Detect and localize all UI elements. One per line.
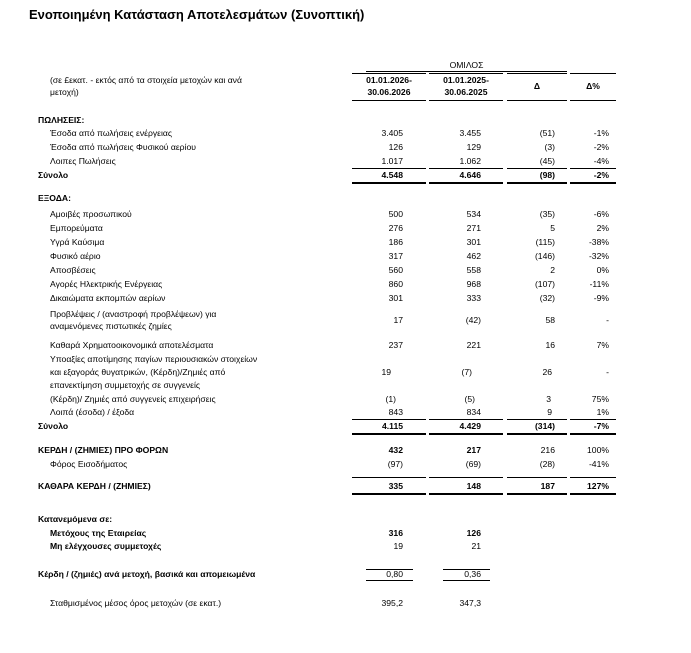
expense-row-delta-pct: -9% (593, 293, 609, 303)
sales-row-delta-pct: -4% (593, 156, 609, 166)
expenses-total-rule (570, 433, 616, 435)
shares-label: Σταθμισμένος μέσος όρος μετοχών (σε εκατ.) (50, 598, 222, 608)
net-v1: 335 (388, 481, 403, 491)
expenses-subtotal-rule (570, 419, 616, 420)
net-top-rule (352, 477, 426, 478)
expense-row-v2: 968 (466, 279, 481, 289)
other-v1: 843 (388, 407, 403, 417)
unit-note-line2: μετοχή) (50, 87, 79, 97)
sales-total-rule (352, 182, 426, 184)
expenses-subtotal-rule (507, 419, 567, 420)
expense-row-v1: 560 (388, 265, 403, 275)
nci-label: Μη ελέγχουσες συμμετοχές (50, 541, 162, 551)
expense-row-label: Αγορές Ηλεκτρικής Ενέργειας (50, 279, 163, 289)
pretax-delta: 216 (540, 445, 555, 455)
other-v2: 834 (466, 407, 481, 417)
expense-row-label: Εμπορεύματα (50, 223, 103, 233)
sales-row-delta: (45) (539, 156, 555, 166)
impairment-label-line2: και εξαγοράς θυγατρικών, (Κέρδη)/Ζημιές από (50, 367, 226, 377)
sales-row-delta-pct: -2% (593, 142, 609, 152)
financial-delta-pct: 7% (596, 340, 609, 350)
col2-header-line1: 01.01.2025- (443, 75, 489, 85)
net-delta-pct: 127% (587, 481, 609, 491)
expense-row-delta: (146) (534, 251, 555, 261)
expense-row-v2: 333 (466, 293, 481, 303)
page-title: Ενοποιημένη Κατάσταση Αποτελεσμάτων (Συνοπτική) (29, 7, 365, 22)
sales-subtotal-rule (429, 168, 503, 169)
tax-v2: (69) (465, 459, 481, 469)
eps-v1: 0,80 (386, 569, 403, 579)
expense-row-v2: 558 (466, 265, 481, 275)
expense-row-v1: 276 (388, 223, 403, 233)
expense-row-delta-pct: 0% (596, 265, 609, 275)
associates-v1: (1) (385, 394, 396, 404)
other-delta-pct: 1% (596, 407, 609, 417)
sales-row-v1: 126 (388, 142, 403, 152)
col3-header: Δ (533, 81, 541, 91)
owners-label: Μετόχους της Εταιρείας (50, 528, 147, 538)
sales-subtotal-rule (570, 168, 616, 169)
expenses-heading: ΕΞΟΔΑ: (38, 193, 71, 203)
sales-total-v2: 4.646 (459, 170, 481, 180)
expense-row-v2: 301 (466, 237, 481, 247)
net-delta: 187 (540, 481, 555, 491)
sales-row-label: Έσοδα από πωλήσεις Φυσικού αερίου (50, 142, 196, 152)
col2-top-rule (429, 73, 503, 74)
provisions-label-line1: Προβλέψεις / (αναστροφή προβλέψεων) για (50, 309, 217, 319)
sales-total-rule (429, 182, 503, 184)
expense-row-delta: (35) (539, 209, 555, 219)
expenses-total-delta: (314) (534, 421, 555, 431)
expenses-total-rule (429, 433, 503, 435)
impairment-delta: 26 (542, 367, 552, 377)
col4-top-rule (570, 73, 616, 74)
impairment-label-line3: επανεκτίμηση συμμετοχής σε συγγενείς (50, 380, 201, 390)
associates-v2: (5) (464, 394, 475, 404)
impairment-delta-pct: - (606, 367, 609, 377)
expense-row-delta-pct: -38% (588, 237, 609, 247)
expense-row-v2: 271 (466, 223, 481, 233)
pretax-delta-pct: 100% (587, 445, 609, 455)
nci-v1: 19 (393, 541, 403, 551)
financial-label: Καθαρά Χρηματοοικονομικά αποτελέσματα (50, 340, 214, 350)
sales-total-label: Σύνολο (38, 170, 69, 180)
shares-v2: 347,3 (459, 598, 481, 608)
financial-v1: 237 (388, 340, 403, 350)
owners-v2: 126 (466, 528, 481, 538)
associates-delta-pct: 75% (591, 394, 609, 404)
sales-row-v2: 1.062 (459, 156, 481, 166)
sales-total-rule (570, 182, 616, 184)
expense-row-delta-pct: -11% (589, 279, 609, 289)
expenses-total-v1: 4.115 (381, 421, 403, 431)
col3-header-rule (507, 100, 567, 101)
expense-row-label: Αμοιβές προσωπικού (50, 209, 132, 219)
unit-note-line1: (σε £εκατ. - εκτός από τα στοιχεία μετοχών και ανά (50, 75, 242, 85)
sales-row-v1: 1.017 (381, 156, 403, 166)
pretax-label: ΚΕΡΔΗ / (ΖΗΜΙΕΣ) ΠΡΟ ΦΟΡΩΝ (38, 445, 169, 455)
sales-total-v1: 4.548 (381, 170, 403, 180)
provisions-delta: 58 (545, 315, 555, 325)
expense-row-label: Υγρά Καύσιμα (50, 237, 105, 247)
group-label: ΟΜΙΛΟΣ (449, 60, 484, 70)
expense-row-delta: (107) (534, 279, 555, 289)
expenses-total-delta-pct: -7% (593, 421, 609, 431)
tax-v1: (97) (387, 459, 403, 469)
expenses-total-rule (352, 433, 426, 435)
associates-label: (Κέρδη)/ Ζημιές από συγγενείς επιχειρήσεις (50, 394, 216, 404)
col4-header: Δ% (586, 81, 600, 91)
provisions-v2: (42) (465, 315, 481, 325)
impairment-v1: 19 (381, 367, 391, 377)
expense-row-v1: 500 (388, 209, 403, 219)
sales-row-label: Έσοδα από πωλήσεις ενέργειας (50, 128, 173, 138)
col2-header-rule (429, 100, 503, 101)
expense-row-v2: 534 (466, 209, 481, 219)
owners-v1: 316 (388, 528, 403, 538)
net-total-rule (352, 493, 426, 495)
sales-row-v2: 129 (466, 142, 481, 152)
impairment-v2: (7) (461, 367, 472, 377)
net-top-rule (570, 477, 616, 478)
net-total-rule (570, 493, 616, 495)
sales-total-rule (507, 182, 567, 184)
financial-delta: 16 (545, 340, 555, 350)
sales-total-delta: (98) (539, 170, 555, 180)
impairment-label-line1: Υποαξίες αποτίμησης παγίων περιουσιακών στοιχείων (50, 354, 258, 364)
provisions-v1: 17 (393, 315, 403, 325)
sales-row-delta-pct: -1% (593, 128, 609, 138)
associates-delta: 3 (546, 394, 551, 404)
expense-row-v1: 186 (388, 237, 403, 247)
pretax-v2: 217 (466, 445, 481, 455)
tax-label: Φόρος Εισοδήματος (50, 459, 128, 469)
col1-header-line2: 30.06.2026 (367, 87, 411, 97)
expense-row-delta-pct: -6% (593, 209, 609, 219)
net-total-rule (507, 493, 567, 495)
net-total-rule (429, 493, 503, 495)
expense-row-v1: 317 (388, 251, 403, 261)
tax-delta: (28) (539, 459, 555, 469)
other-delta: 9 (547, 407, 552, 417)
sales-row-label: Λοιπες Πωλήσεις (50, 156, 116, 166)
group-underline (366, 71, 567, 72)
col4-header-rule (570, 100, 616, 101)
expense-row-label: Φυσικό αέριο (50, 251, 101, 261)
expense-row-label: Δικαιώματα εκπομπών αερίων (50, 293, 166, 303)
sales-subtotal-rule (507, 168, 567, 169)
expense-row-delta: (32) (539, 293, 555, 303)
provisions-label-line2: αναμενόμενες πιστωτικές ζημίες (50, 321, 172, 331)
sales-row-delta: (51) (539, 128, 555, 138)
attributable-heading: Κατανεμόμενα σε: (38, 514, 113, 524)
financial-v2: 221 (466, 340, 481, 350)
eps-v2: 0,36 (464, 569, 481, 579)
net-top-rule (429, 477, 503, 478)
net-v2: 148 (466, 481, 481, 491)
expense-row-delta: (115) (535, 237, 555, 247)
sales-heading: ΠΩΛΗΣΕΙΣ: (38, 115, 85, 125)
expenses-subtotal-rule (429, 419, 503, 420)
col3-top-rule (507, 73, 567, 74)
expense-row-v1: 301 (388, 293, 403, 303)
expenses-subtotal-rule (352, 419, 426, 420)
expense-row-delta-pct: -32% (588, 251, 609, 261)
col1-header-line1: 01.01.2026- (366, 75, 412, 85)
net-top-rule (507, 477, 567, 478)
expense-row-v2: 462 (466, 251, 481, 261)
expense-row-label: Αποσβέσεις (50, 265, 96, 275)
nci-v2: 21 (471, 541, 481, 551)
pretax-v1: 432 (388, 445, 403, 455)
col2-header-line2: 30.06.2025 (444, 87, 488, 97)
eps-label: Κέρδη / (ζημιές) ανά μετοχή, βασικά και απομειωμένα (38, 569, 256, 579)
shares-v1: 395,2 (381, 598, 403, 608)
expenses-total-label: Σύνολο (38, 421, 69, 431)
expense-row-v1: 860 (388, 279, 403, 289)
provisions-delta-pct: - (606, 315, 609, 325)
expense-row-delta-pct: 2% (596, 223, 609, 233)
expense-row-delta: 2 (550, 265, 555, 275)
net-label: ΚΑΘΑΡΑ ΚΕΡΔΗ / (ΖΗΜΙΕΣ) (38, 481, 151, 491)
other-label: Λοιπά (έσοδα) / έξοδα (50, 407, 135, 417)
expenses-total-v2: 4.429 (459, 421, 481, 431)
sales-row-v1: 3.405 (381, 128, 403, 138)
col1-header-rule (352, 100, 426, 101)
tax-delta-pct: -41% (588, 459, 609, 469)
sales-row-v2: 3.455 (459, 128, 481, 138)
expenses-total-rule (507, 433, 567, 435)
expense-row-delta: 5 (550, 223, 555, 233)
sales-row-delta: (3) (544, 142, 555, 152)
col1-top-rule (352, 73, 426, 74)
sales-subtotal-rule (352, 168, 426, 169)
sales-total-delta-pct: -2% (593, 170, 609, 180)
